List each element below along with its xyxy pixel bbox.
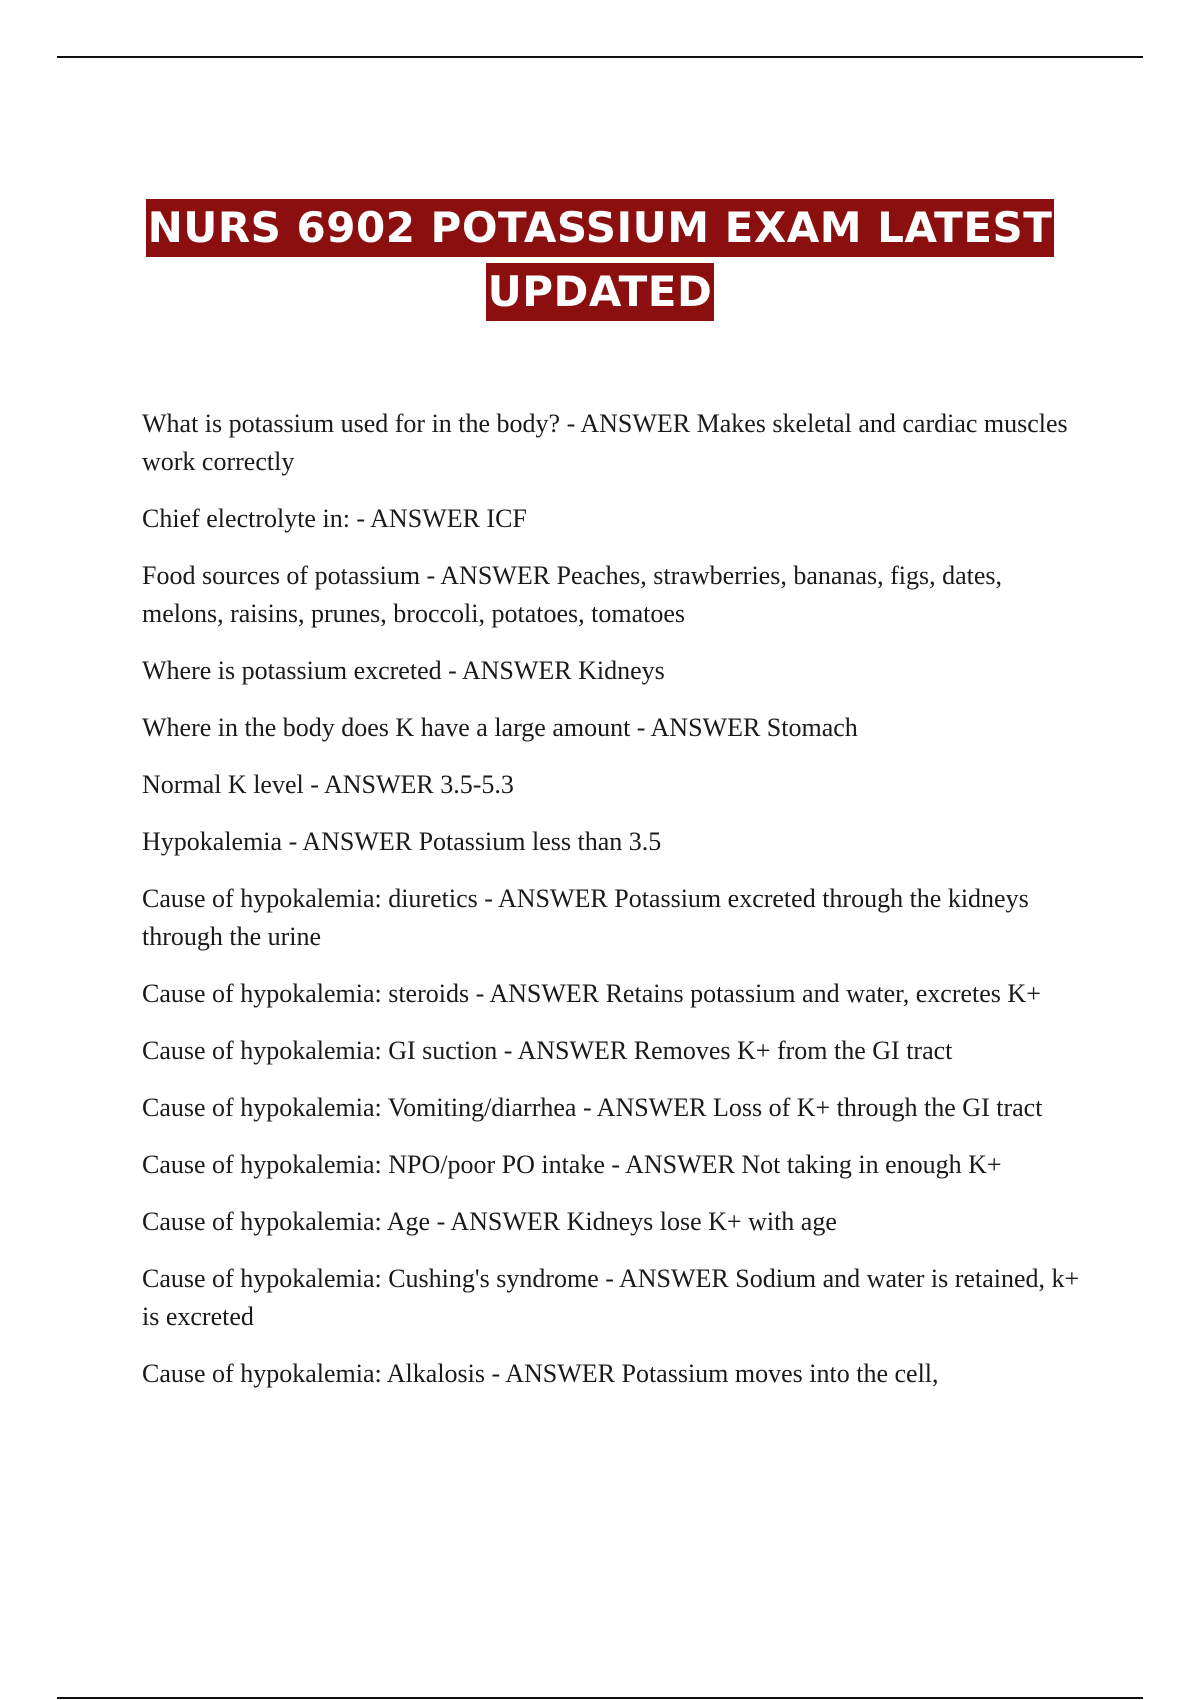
title-line-1: NURS 6902 POTASSIUM EXAM LATEST: [146, 199, 1055, 257]
qa-entry: Normal K level - ANSWER 3.5-5.3: [142, 770, 514, 799]
qa-entry: Cause of hypokalemia: steroids - ANSWER Retains potassium and water, excretes K+: [142, 979, 1041, 1008]
qa-entry: Food sources of potassium - ANSWER Peaches, strawberries, bananas, figs, dates, melons, raisins, prunes, broccoli, potatoes, tomatoes: [142, 561, 1002, 628]
title-line-2: UPDATED: [486, 263, 715, 321]
qa-entry: Chief electrolyte in: - ANSWER ICF: [142, 504, 527, 533]
qa-entry: What is potassium used for in the body? - ANSWER Makes skeletal and cardiac muscles work correctly: [142, 409, 1068, 476]
qa-entry: Cause of hypokalemia: NPO/poor PO intake - ANSWER Not taking in enough K+: [142, 1150, 1002, 1179]
qa-entry: Where is potassium excreted - ANSWER Kidneys: [142, 656, 665, 685]
qa-entry: Cause of hypokalemia: Vomiting/diarrhea - ANSWER Loss of K+ through the GI tract: [142, 1093, 1043, 1122]
qa-entry: Where in the body does K have a large amount - ANSWER Stomach: [142, 713, 858, 742]
qa-entry: Cause of hypokalemia: Alkalosis - ANSWER Potassium moves into the cell,: [142, 1359, 939, 1388]
qa-list: [142, 405, 1087, 1412]
bottom-rule: [57, 1697, 1143, 1699]
qa-entry: Hypokalemia - ANSWER Potassium less than 3.5: [142, 827, 662, 856]
top-rule: [57, 56, 1143, 58]
qa-entry: Cause of hypokalemia: Cushing's syndrome - ANSWER Sodium and water is retained, k+ is excreted: [142, 1264, 1080, 1331]
qa-entry: Cause of hypokalemia: diuretics - ANSWER Potassium excreted through the kidneys through the urine: [142, 884, 1029, 951]
qa-entry: Cause of hypokalemia: Age - ANSWER Kidneys lose K+ with age: [142, 1207, 837, 1236]
document-title: [0, 199, 1200, 327]
qa-entry: Cause of hypokalemia: GI suction - ANSWER Removes K+ from the GI tract: [142, 1036, 953, 1065]
